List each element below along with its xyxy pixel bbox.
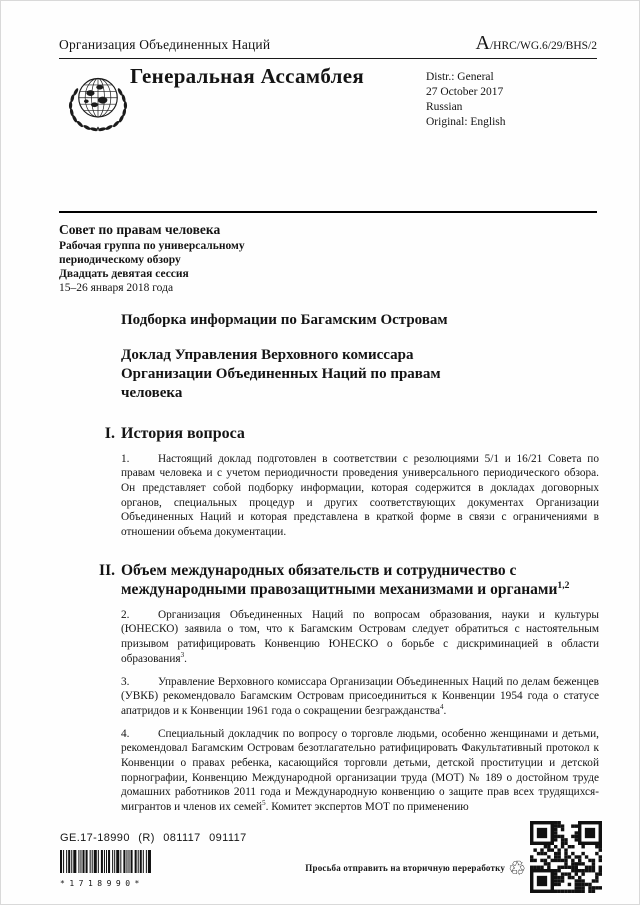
paragraph-number: 2. xyxy=(121,608,130,621)
document-title: Подборка информации по Багамским Островам xyxy=(121,312,448,328)
date-line: 27 October 2017 xyxy=(426,86,504,98)
working-group-line2: периодическому обзору xyxy=(59,254,181,266)
council-name: Совет по правам человека xyxy=(59,222,221,237)
original-line: Original: English xyxy=(426,116,506,128)
doc-symbol xyxy=(476,33,597,53)
barcode-block xyxy=(60,850,156,888)
session-dates: 15–26 января 2018 года xyxy=(59,282,174,294)
barcode xyxy=(60,850,152,873)
section-2-heading-footnote: 1,2 xyxy=(557,580,570,592)
document-subtitle: Доклад Управления Верховного комиссара Организации Объединенных Наций по правам человека xyxy=(121,347,441,401)
paragraph-number: 3. xyxy=(121,675,130,688)
paragraph-text: Специальный докладчик по вопросу о торговле людьми, особенно женщинами и детьми, рекомендовал Багамским Островам безотлагательно ратифицировать Факультативный протокол к Конвенции о правах ребенка, касающийся торговли детьми, детской проституции и детской порнографии, Конвенцию Международной организации труда (МОТ) № 189 о достойном труде домашних работников 2011 года и Международную конвенцию о защите прав всех трудящихся-мигрантов и членов их семей$^5$. Комитет экспертов МОТ по применению xyxy=(121,727,599,814)
paragraph xyxy=(121,452,599,540)
qr-code xyxy=(530,821,602,893)
paragraph xyxy=(121,608,599,667)
paragraph-number: 4. xyxy=(121,727,130,740)
org-name: Организация Объединенных Наций xyxy=(59,37,271,52)
section-2-heading xyxy=(99,561,579,600)
distr-line: Distr.: General xyxy=(426,71,494,83)
assembly-title: Генеральная Ассамблея xyxy=(130,64,365,88)
section-1-numeral: I. xyxy=(104,425,115,442)
ge-number: GE.17-18990 (R) 081117 091117 xyxy=(60,832,247,844)
doc-symbol-rest: /HRC/WG.6/29/BHS/2 xyxy=(489,40,597,52)
header-main xyxy=(59,59,597,211)
section-2-heading-text: Объем международных обязательств и сотрудничество с международными правозащитными механизмами и органами xyxy=(121,561,558,599)
session-block xyxy=(59,221,597,295)
paragraph-text: Настоящий доклад подготовлен в соответствии с резолюциями 5/1 и 16/21 Совета по правам человека и с учетом периодичности проведения универсального периодического обзора. Он представляет собой подборку информации, которая содержится в докладах договорных органов, специальных процедур и других соответствующих документах Организации Объединенных Наций и которая представлена в краткой форме в связи с ограничениями в отношении объема документации. xyxy=(121,452,599,539)
session-name: Двадцать девятая сессия xyxy=(59,268,189,280)
paragraph-text: Организация Объединенных Наций по вопросам образования, науки и культуры (ЮНЕСКО) заявила о том, что к Багамским Островам следует обратиться с настоятельным призывом ратифицировать Конвенцию ЮНЕСКО о борьбе с дискриминацией в области образования$^3$. xyxy=(121,608,599,665)
section-1-paragraphs xyxy=(121,452,599,540)
un-emblem-icon xyxy=(63,64,133,142)
language-line: Russian xyxy=(426,101,463,113)
section-2-numeral: II. xyxy=(99,561,115,579)
recycle-block xyxy=(305,858,526,878)
working-group-line1: Рабочая группа по универсальному xyxy=(59,240,245,252)
recycle-note: Просьба отправить на вторичную переработку xyxy=(305,863,506,873)
paragraph-text: Управление Верховного комиссара Организации Объединенных Наций по делам беженцев (УВКБ) рекомендовало Багамским Островам присоединиться к Конвенции 1954 года о статусе апатридов и к Конвенции 1961 года о сокращении безгражданства$^4$. xyxy=(121,675,599,717)
paragraph-number: 1. xyxy=(121,452,130,465)
paragraph xyxy=(121,675,599,719)
paragraph xyxy=(121,727,599,815)
thick-divider xyxy=(59,211,597,213)
distribution-block xyxy=(426,70,506,130)
section-1-heading-text: История вопроса xyxy=(121,425,245,442)
barcode-text: *1718990* xyxy=(60,879,144,888)
doc-symbol-letter: A xyxy=(475,32,490,54)
section-2-paragraphs xyxy=(121,608,599,815)
section-1-heading xyxy=(104,424,579,444)
recycle-icon: ♲ xyxy=(508,856,526,880)
header-top xyxy=(59,33,597,59)
